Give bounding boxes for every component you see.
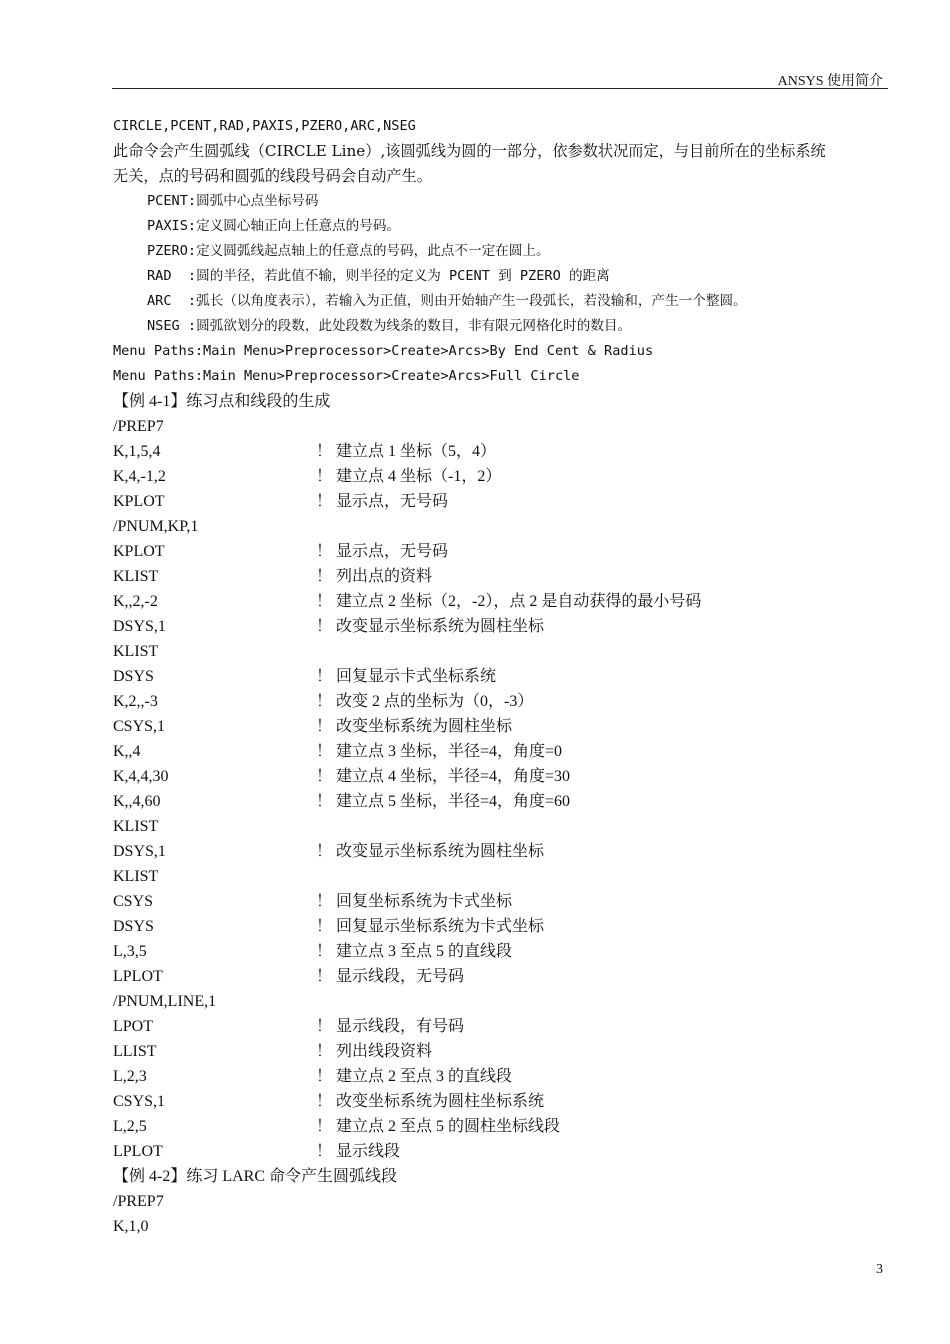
code-comment: ！ 显示线段，无号码 [316, 968, 465, 985]
example-1-code [113, 414, 893, 1164]
code-comment: ！ 显示点，无号码 [316, 493, 449, 510]
code-line [113, 464, 893, 489]
document-body [113, 114, 893, 1239]
code-line [113, 539, 893, 564]
code-command: KLIST [113, 868, 159, 885]
code-comment: ！ 建立点 5 坐标，半径=4，角度=60 [316, 793, 571, 810]
code-line [113, 1039, 893, 1064]
code-command: KLIST [113, 568, 159, 585]
code-command: LPLOT [113, 1143, 163, 1160]
code-line [113, 564, 893, 589]
code-command: CSYS,1 [113, 718, 166, 735]
code-line [113, 964, 893, 989]
page-header [0, 68, 950, 90]
code-comment: ！ 回复显示卡式坐标系统 [316, 668, 497, 685]
code-comment: ！ 回复坐标系统为卡式坐标 [316, 893, 513, 910]
code-command: KPLOT [113, 493, 165, 510]
code-command: /PNUM,LINE,1 [113, 993, 217, 1010]
code-comment: ！ 显示点，无号码 [316, 543, 449, 560]
code-line [113, 664, 893, 689]
code-line [113, 764, 893, 789]
code-line [113, 614, 893, 639]
code-comment: ！ 改变显示坐标系统为圆柱坐标 [316, 843, 545, 860]
code-line [113, 1014, 893, 1039]
code-line [113, 914, 893, 939]
code-command: /PNUM,KP,1 [113, 518, 199, 535]
page-number: 3 [876, 1262, 883, 1277]
code-comment: ！ 改变坐标系统为圆柱坐标系统 [316, 1093, 545, 1110]
code-line [113, 739, 893, 764]
code-comment: ！ 建立点 4 坐标（-1，2） [316, 468, 502, 485]
code-comment: ！ 显示线段，有号码 [316, 1018, 465, 1035]
code-command: K,,2,-2 [113, 593, 158, 610]
code-comment: ！ 改变 2 点的坐标为（0，-3） [316, 693, 534, 710]
code-command: CSYS [113, 893, 154, 910]
param-pcent: PCENT:圆弧中心点坐标号码 [147, 193, 319, 209]
code-line [113, 1064, 893, 1089]
code-command: /PREP7 [113, 418, 164, 435]
code-line [113, 889, 893, 914]
code-line [113, 939, 893, 964]
code-comment: ！ 回复显示坐标系统为卡式坐标 [316, 918, 545, 935]
code-command: L,3,5 [113, 943, 147, 960]
param-paxis: PAXIS:定义圆心轴正向上任意点的号码。 [147, 218, 401, 234]
param-rad: RAD :圆的半径，若此值不输，则半径的定义为 PCENT 到 PZERO 的距离 [147, 268, 610, 284]
code-comment: ！ 建立点 2 至点 3 的直线段 [316, 1068, 513, 1085]
code-command: K,,4,60 [113, 793, 161, 810]
code-line [113, 814, 893, 839]
description-line-2: 无关，点的号码和圆弧的线段号码会自动产生。 [113, 167, 432, 185]
code-line [113, 414, 893, 439]
example-2-code [113, 1189, 893, 1239]
code-comment: ！ 列出线段资料 [316, 1043, 433, 1060]
code-comment: ！ 显示线段 [316, 1143, 401, 1160]
code-line [113, 864, 893, 889]
code-line [113, 714, 893, 739]
code-command: KPLOT [113, 543, 165, 560]
param-nseg: NSEG :圆弧欲划分的段数，此处段数为线条的数目，非有限元网格化时的数目。 [147, 318, 632, 334]
code-comment: ！ 改变显示坐标系统为圆柱坐标 [316, 618, 545, 635]
code-comment: ！ 建立点 2 至点 5 的圆柱坐标线段 [316, 1118, 561, 1135]
code-comment: ！ 建立点 2 坐标（2，-2），点 2 是自动获得的最小号码 [316, 593, 702, 610]
description-line-1: 此命令会产生圆弧线（CIRCLE Line）,该圆弧线为圆的一部分，依参数状况而定，与目前所在的坐标系统 [113, 142, 826, 160]
code-command: LPOT [113, 1018, 153, 1035]
code-line [113, 1114, 893, 1139]
code-line [113, 1089, 893, 1114]
code-line [113, 989, 893, 1014]
code-command: /PREP7 [113, 1193, 164, 1210]
code-command: K,4,-1,2 [113, 468, 166, 485]
param-arc: ARC :弧长（以角度表示），若输入为正值，则由开始轴产生一段弧长，若没输和，产生一个整圆。 [147, 293, 747, 309]
code-command: DSYS,1 [113, 618, 166, 635]
code-line [113, 514, 893, 539]
example-title: 【例 4-2】练习 LARC 命令产生圆弧线段 [113, 1168, 398, 1185]
code-line [113, 639, 893, 664]
header-rule [112, 88, 888, 89]
code-comment: ！ 建立点 3 坐标，半径=4，角度=0 [316, 743, 563, 760]
code-command: L,2,3 [113, 1068, 147, 1085]
code-command: DSYS,1 [113, 843, 166, 860]
code-command: KLIST [113, 818, 159, 835]
code-line [113, 1189, 893, 1214]
code-line [113, 689, 893, 714]
command-syntax: CIRCLE,PCENT,RAD,PAXIS,PZERO,ARC,NSEG [113, 118, 416, 134]
code-command: CSYS,1 [113, 1093, 166, 1110]
code-line [113, 1139, 893, 1164]
code-comment: ！ 列出点的资料 [316, 568, 433, 585]
code-comment: ！ 建立点 3 至点 5 的直线段 [316, 943, 513, 960]
code-command: K,,4 [113, 743, 141, 760]
header-title: ANSYS 使用简介 [777, 74, 883, 89]
code-comment: ！ 建立点 1 坐标（5，4） [316, 443, 497, 460]
code-line [113, 839, 893, 864]
code-command: DSYS [113, 918, 154, 935]
code-command: KLIST [113, 643, 159, 660]
code-line [113, 789, 893, 814]
code-line [113, 439, 893, 464]
code-line [113, 1214, 893, 1239]
code-comment: ！ 改变坐标系统为圆柱坐标 [316, 718, 513, 735]
code-command: LLIST [113, 1043, 157, 1060]
example-title: 【例 4-1】练习点和线段的生成 [113, 393, 331, 410]
code-line [113, 589, 893, 614]
menu-path: Menu Paths:Main Menu>Preprocessor>Create>Arcs>By End Cent & Radius [113, 343, 654, 359]
code-command: K,2,,-3 [113, 693, 158, 710]
code-command: K,1,5,4 [113, 443, 161, 460]
code-command: LPLOT [113, 968, 163, 985]
code-command: DSYS [113, 668, 154, 685]
code-command: L,2,5 [113, 1118, 147, 1135]
code-line [113, 489, 893, 514]
menu-path: Menu Paths:Main Menu>Preprocessor>Create>Arcs>Full Circle [113, 368, 580, 384]
code-command: K,1,0 [113, 1218, 149, 1235]
code-comment: ！ 建立点 4 坐标，半径=4，角度=30 [316, 768, 571, 785]
code-command: K,4,4,30 [113, 768, 169, 785]
param-pzero: PZERO:定义圆弧线起点轴上的任意点的号码，此点不一定在圆上。 [147, 243, 550, 259]
